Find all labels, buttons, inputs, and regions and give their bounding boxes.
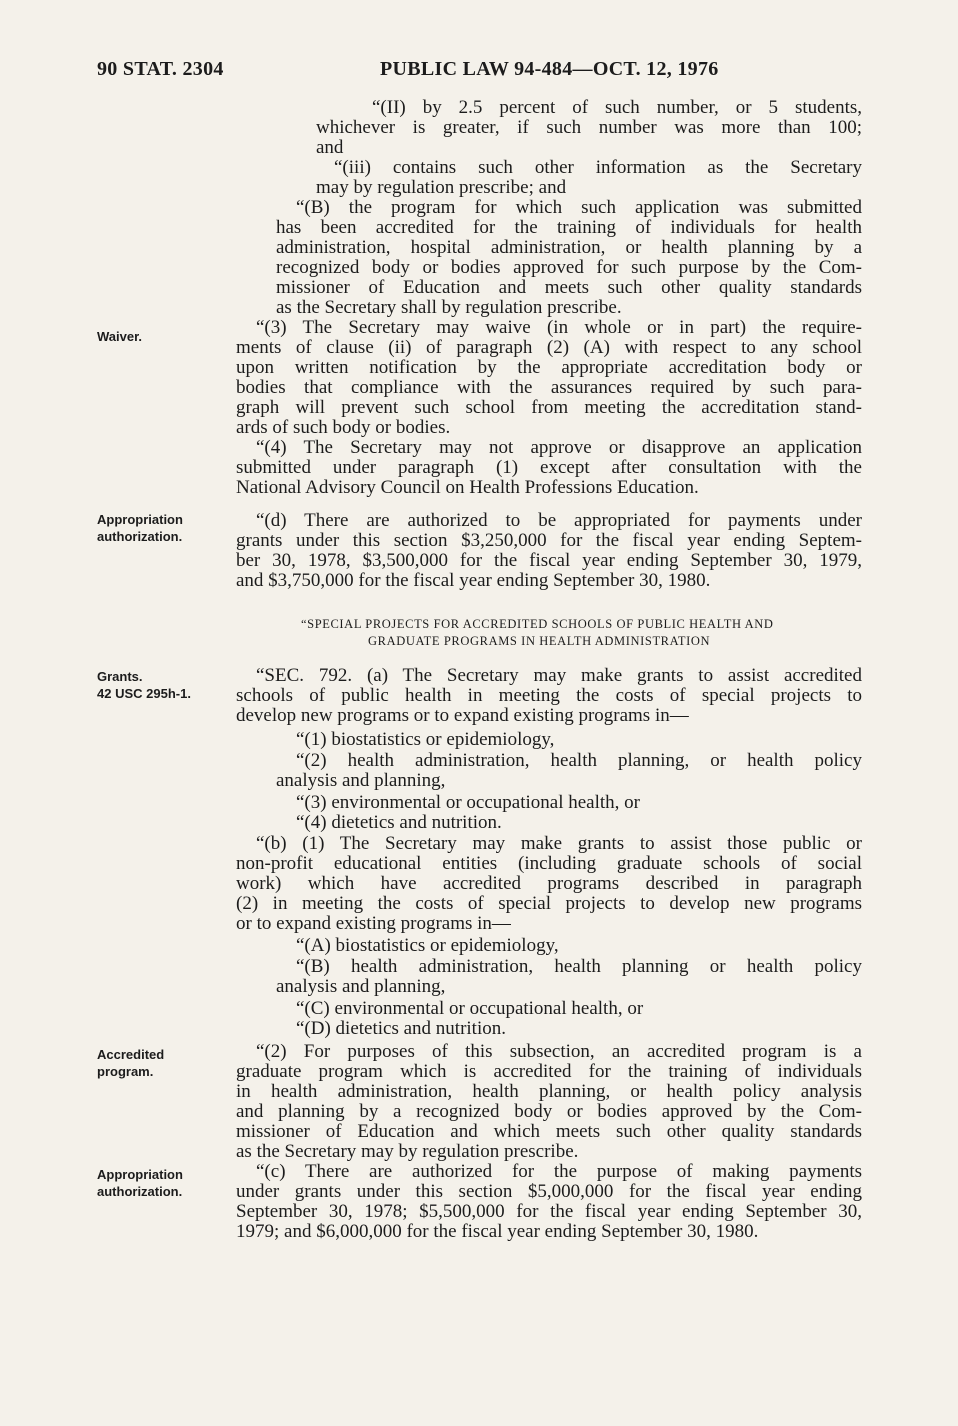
margin-note-appropriation: Appropriation authorization.: [97, 512, 183, 544]
text-line: “(B) health administration, health planning or health policy: [296, 956, 862, 977]
text-line: schools of public health in meeting the costs of special projects to: [236, 685, 862, 706]
text-line: work) which have accredited programs described in paragraph: [236, 873, 862, 894]
text-line: missioner of Education and which meets such other quality standards: [236, 1121, 862, 1142]
text-line: “(A) biostatistics or epidemiology,: [296, 935, 559, 956]
text-line: ments of clause (ii) of paragraph (2) (A) with respect to any school: [236, 337, 862, 358]
text-line: or to expand existing programs in—: [236, 913, 511, 934]
text-line: and planning by a recognized body or bodies approved by the Com-: [236, 1101, 862, 1122]
text-line: and $3,750,000 for the fiscal year ending September 30, 1980.: [236, 570, 711, 591]
text-line: as the Secretary may by regulation prescribe.: [236, 1141, 579, 1162]
text-line: analysis and planning,: [276, 976, 446, 997]
text-line: administration, hospital administration, or health planning by a: [276, 237, 862, 258]
section-caption-line-1: “SPECIAL PROJECTS FOR ACCREDITED SCHOOLS OF PUBLIC HEALTH AND: [301, 617, 774, 631]
text-line: ber 30, 1978, $3,500,000 for the fiscal year ending September 30, 1979,: [236, 550, 862, 571]
text-line: “(D) dietetics and nutrition.: [296, 1018, 506, 1039]
text-line: National Advisory Council on Health Professions Education.: [236, 477, 699, 498]
statute-page-number: 90 STAT. 2304: [97, 58, 224, 80]
text-line: “(b) (1) The Secretary may make grants to assist those public or: [256, 833, 862, 854]
text-line: develop new programs or to expand existing programs in—: [236, 705, 689, 726]
running-header: PUBLIC LAW 94-484—OCT. 12, 1976: [380, 58, 719, 80]
text-line: “(3) The Secretary may waive (in whole or in part) the require-: [256, 317, 862, 338]
text-line: submitted under paragraph (1) except after consultation with the: [236, 457, 862, 478]
text-line: “(3) environmental or occupational health, or: [296, 792, 640, 813]
text-line: “(4) The Secretary may not approve or disapprove an application: [256, 437, 862, 458]
text-line: under grants under this section $5,000,000 for the fiscal year ending: [236, 1181, 862, 1202]
text-line: “(d) There are authorized to be appropriated for payments under: [256, 510, 862, 531]
text-line: “(iii) contains such other information as the Secretary: [334, 157, 862, 178]
margin-note-accredited: Accredited program.: [97, 1047, 165, 1079]
text-line: “SEC. 792. (a) The Secretary may make grants to assist accredited: [256, 665, 862, 686]
text-line: “(2) For purposes of this subsection, an accredited program is a: [256, 1041, 862, 1062]
text-line: may by regulation prescribe; and: [316, 177, 567, 198]
text-line: “(C) environmental or occupational health, or: [296, 998, 644, 1019]
text-line: bodies that compliance with the assurances required by such para-: [236, 377, 862, 398]
text-line: whichever is greater, if such number was more than 100;: [316, 117, 862, 138]
text-line: graph will prevent such school from meeting the accreditation stand-: [236, 397, 862, 418]
text-line: and: [316, 137, 344, 158]
text-line: upon written notification by the appropriate accreditation body or: [236, 357, 862, 378]
text-line: graduate program which is accredited for the training of individuals: [236, 1061, 862, 1082]
text-line: “(II) by 2.5 percent of such number, or 5 students,: [372, 97, 862, 118]
text-line: grants under this section $3,250,000 for the fiscal year ending Septem-: [236, 530, 862, 551]
text-line: has been accredited for the training of individuals for health: [276, 217, 862, 238]
margin-note-grants: Grants. 42 USC 295h-1.: [97, 669, 191, 701]
text-line: “(2) health administration, health planning, or health policy: [296, 750, 862, 771]
text-line: 1979; and $6,000,000 for the fiscal year ending September 30, 1980.: [236, 1221, 759, 1242]
text-line: “(B) the program for which such application was submitted: [296, 197, 862, 218]
text-line: in health administration, health planning, or health policy analysis: [236, 1081, 862, 1102]
text-line: September 30, 1978; $5,500,000 for the fiscal year ending September 30,: [236, 1201, 862, 1222]
text-line: analysis and planning,: [276, 770, 446, 791]
text-line: recognized body or bodies approved for such purpose by the Com-: [276, 257, 862, 278]
text-line: non-profit educational entities (including graduate schools of social: [236, 853, 862, 874]
text-line: ards of such body or bodies.: [236, 417, 451, 438]
text-line: “(4) dietetics and nutrition.: [296, 812, 502, 833]
text-line: “(c) There are authorized for the purpose of making payments: [256, 1161, 862, 1182]
text-line: (2) in meeting the costs of special projects to develop new programs: [236, 893, 862, 914]
margin-note-waiver: Waiver.: [97, 329, 143, 344]
text-line: as the Secretary shall by regulation prescribe.: [276, 297, 622, 318]
section-caption-line-2: GRADUATE PROGRAMS IN HEALTH ADMINISTRATION: [368, 634, 711, 648]
margin-note-appropriation-2: Appropriation authorization.: [97, 1167, 183, 1199]
text-line: missioner of Education and meets such other quality standards: [276, 277, 862, 298]
text-line: “(1) biostatistics or epidemiology,: [296, 729, 555, 750]
